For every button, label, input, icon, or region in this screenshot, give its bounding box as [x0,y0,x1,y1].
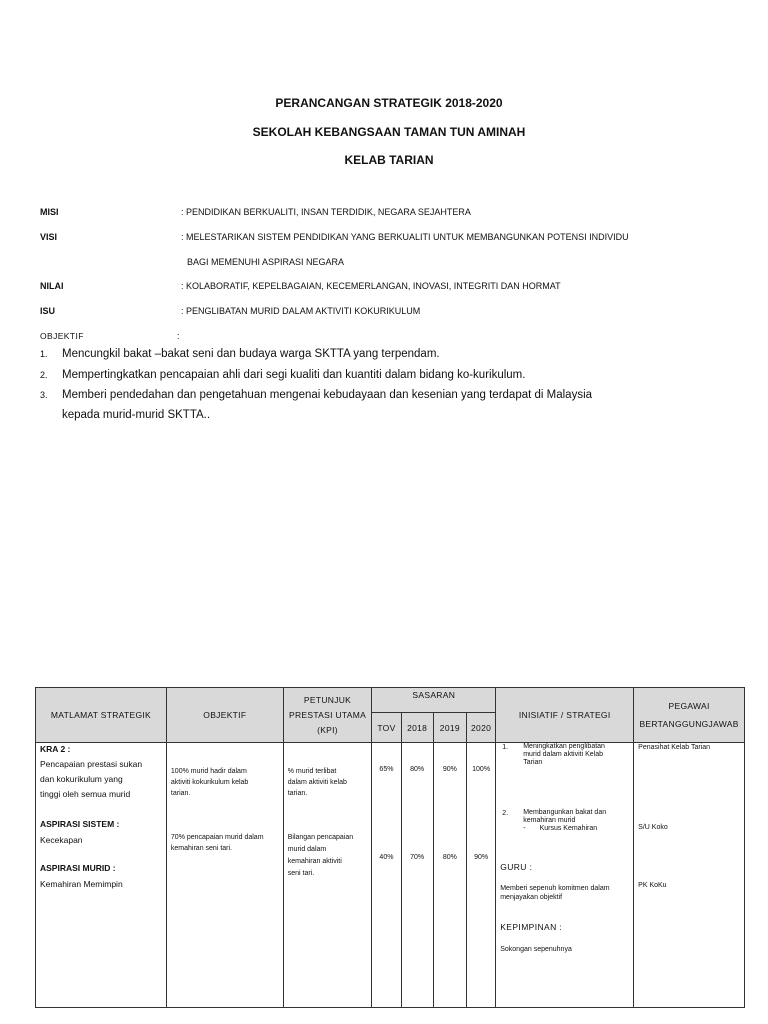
objektif-2 [171,832,264,854]
objective-text: Mempertingkatkan pencapaian ahli dari segi kualiti dan kuantiti dalam bidang ko-kurikulum. [62,369,526,381]
objective-number: 1. [40,349,48,359]
header-2019: 2019 [433,713,466,743]
kpi-line: % murid terlibat [287,768,337,775]
kepimpinan-title: KEPIMPINAN : [500,922,563,932]
pegawai-cell [634,743,745,1008]
nilai-value: : KOLABORATIF, KEPELBAGAIAN, KECEMERLANGAN, INOVASI, INTEGRITI DAN HORMAT [181,281,561,291]
aspirasi-sistem-title: ASPIRASI SISTEM : [40,819,120,829]
header-matlamat: MATLAMAT STRATEGIK [36,688,167,743]
header-kpi [283,688,372,743]
guru-title: GURU : [500,862,533,872]
kpi-line: murid dalam [287,846,327,853]
objektif-colon: : [177,331,180,341]
pegawai-1: Penasihat Kelab Tarian [638,744,711,751]
isu-value: : PENGLIBATAN MURID DALAM AKTIVITI KOKURIKULUM [181,306,421,316]
header-pegawai-line1: PEGAWAI [668,701,710,711]
objective-item-2 [40,369,525,381]
header-pegawai [634,688,745,743]
aspirasi-murid-text: Kemahiran Memimpin [40,879,123,889]
inisiatif-cell [496,743,634,1008]
objective-number: 3. [40,390,48,400]
y2018-cell [401,743,433,1008]
school-name: SEKOLAH KEBANGSAAN TAMAN TUN AMINAH [252,125,526,139]
kpi-line: seni tari. [287,870,315,877]
header-kpi-line2: PRESTASI UTAMA [288,709,367,720]
y2020-value-1: 100% [472,766,491,773]
objective-text: Memberi pendedahan dan pengetahuan mengenai kebudayaan dan kesenian yang terdapat di Malaysia [62,389,593,401]
nilai-label: NILAI [40,281,64,291]
y2020-value-2: 90% [474,854,489,861]
objective-text: kepada murid-murid SKTTA.. [62,409,211,421]
kpi-line: kemahiran aktiviti [287,858,342,865]
guru-text [500,884,609,902]
kra-text [40,757,142,802]
inisiatif-line: Membangunkan bakat dan [523,809,607,816]
inisiatif-subitem-text: Kursus Kemahiran [539,825,598,832]
guru-line: Memberi sepenuh komitmen dalam [500,885,610,892]
y2018-value-2: 70% [410,854,425,861]
objektif-label: OBJEKTIF [40,331,84,341]
objective-number: 2. [40,370,48,380]
objective-item-3 [40,389,592,401]
objektif-line: 100% murid hadir dalam [170,768,247,775]
tov-value-1: 65% [379,766,394,773]
y2019-value-1: 90% [442,766,457,773]
kpi-1 [288,766,347,799]
aspirasi-sistem-text: Kecekapan [40,835,83,845]
header-2020: 2020 [466,713,495,743]
pegawai-2: S/U Koko [638,824,668,831]
y2019-value-2: 80% [442,854,457,861]
objektif-line: 70% pencapaian murid dalam [170,834,264,841]
tov-cell [372,743,401,1008]
header-sasaran: SASARAN [372,688,496,713]
inisiatif-line: Meningkatkan penglibatan [523,743,605,750]
inisiatif-line: murid dalam aktiviti Kelab [523,751,603,758]
inisiatif-2 [523,809,606,833]
y2018-value-1: 80% [410,766,425,773]
header-objektif: OBJEKTIF [166,688,283,743]
visi-value-line2: BAGI MEMENUHI ASPIRASI NEGARA [187,257,345,267]
document-title: PERANCANGAN STRATEGIK 2018-2020 [275,96,503,110]
header-inisiatif: INISIATIF / STRATEGI [496,688,634,743]
header-tov: TOV [372,713,401,743]
kepimpinan-text: Sokongan sepenuhnya [500,946,572,953]
objective-text: Mencungkil bakat –bakat seni dan budaya warga SKTTA yang terpendam. [62,348,440,360]
aspirasi-murid-title: ASPIRASI MURID : [40,863,116,873]
header-kpi-line1: PETUNJUK [303,694,352,705]
pegawai-3: PK KoKu [638,882,667,889]
kpi-cell [283,743,372,1008]
misi-label: MISI [40,207,59,217]
inisiatif-2-num: 2. [502,810,509,817]
header-2018: 2018 [401,713,433,743]
objektif-cell [166,743,283,1008]
kpi-2 [288,832,353,880]
y2020-cell [466,743,495,1008]
isu-label: ISU [40,306,56,316]
kpi-line: Bilangan pencapaian [287,834,354,841]
kra-title: KRA 2 : [40,744,71,754]
header-pegawai-line2: BERTANGGUNGJAWAB [639,719,739,729]
inisiatif-1 [523,743,605,767]
inisiatif-line: kemahiran murid [523,817,576,824]
objektif-1 [171,766,248,799]
misi-value: : PENDIDIKAN BERKUALITI, INSAN TERDIDIK, NEGARA SEJAHTERA [181,207,471,217]
y2019-cell [433,743,466,1008]
club-name: KELAB TARIAN [344,153,434,167]
inisiatif-subitem-dash: - [523,825,526,832]
strategic-plan-table [35,687,745,1008]
header-kpi-line3: (KPI) [317,724,338,735]
objective-item-1 [40,348,440,360]
kra-text-line: tinggi oleh semua murid [40,789,131,799]
matlamat-cell [36,743,167,1008]
objektif-line: kemahiran seni tari. [170,845,232,852]
table-row [36,743,745,1008]
kra-text-line: Pencapaian prestasi sukan [40,759,143,769]
objektif-line: aktiviti kokurikulum kelab [170,779,249,786]
tov-value-2: 40% [379,854,394,861]
objective-item-3-cont [40,409,210,421]
kpi-line: dalam aktiviti kelab [287,779,347,786]
guru-line: menjayakan objektif [500,894,563,901]
kra-text-line: dan kokurikulum yang [40,774,123,784]
visi-label: VISI [40,232,58,242]
visi-value-line1: : MELESTARIKAN SISTEM PENDIDIKAN YANG BERKUALITI UNTUK MEMBANGUNKAN POTENSI INDIVIDU [181,232,629,242]
kpi-line: tarian. [287,790,308,797]
inisiatif-line: Tarian [523,759,543,766]
inisiatif-subitem [523,825,606,833]
objektif-line: tarian. [170,790,191,797]
inisiatif-1-num: 1. [502,744,509,751]
